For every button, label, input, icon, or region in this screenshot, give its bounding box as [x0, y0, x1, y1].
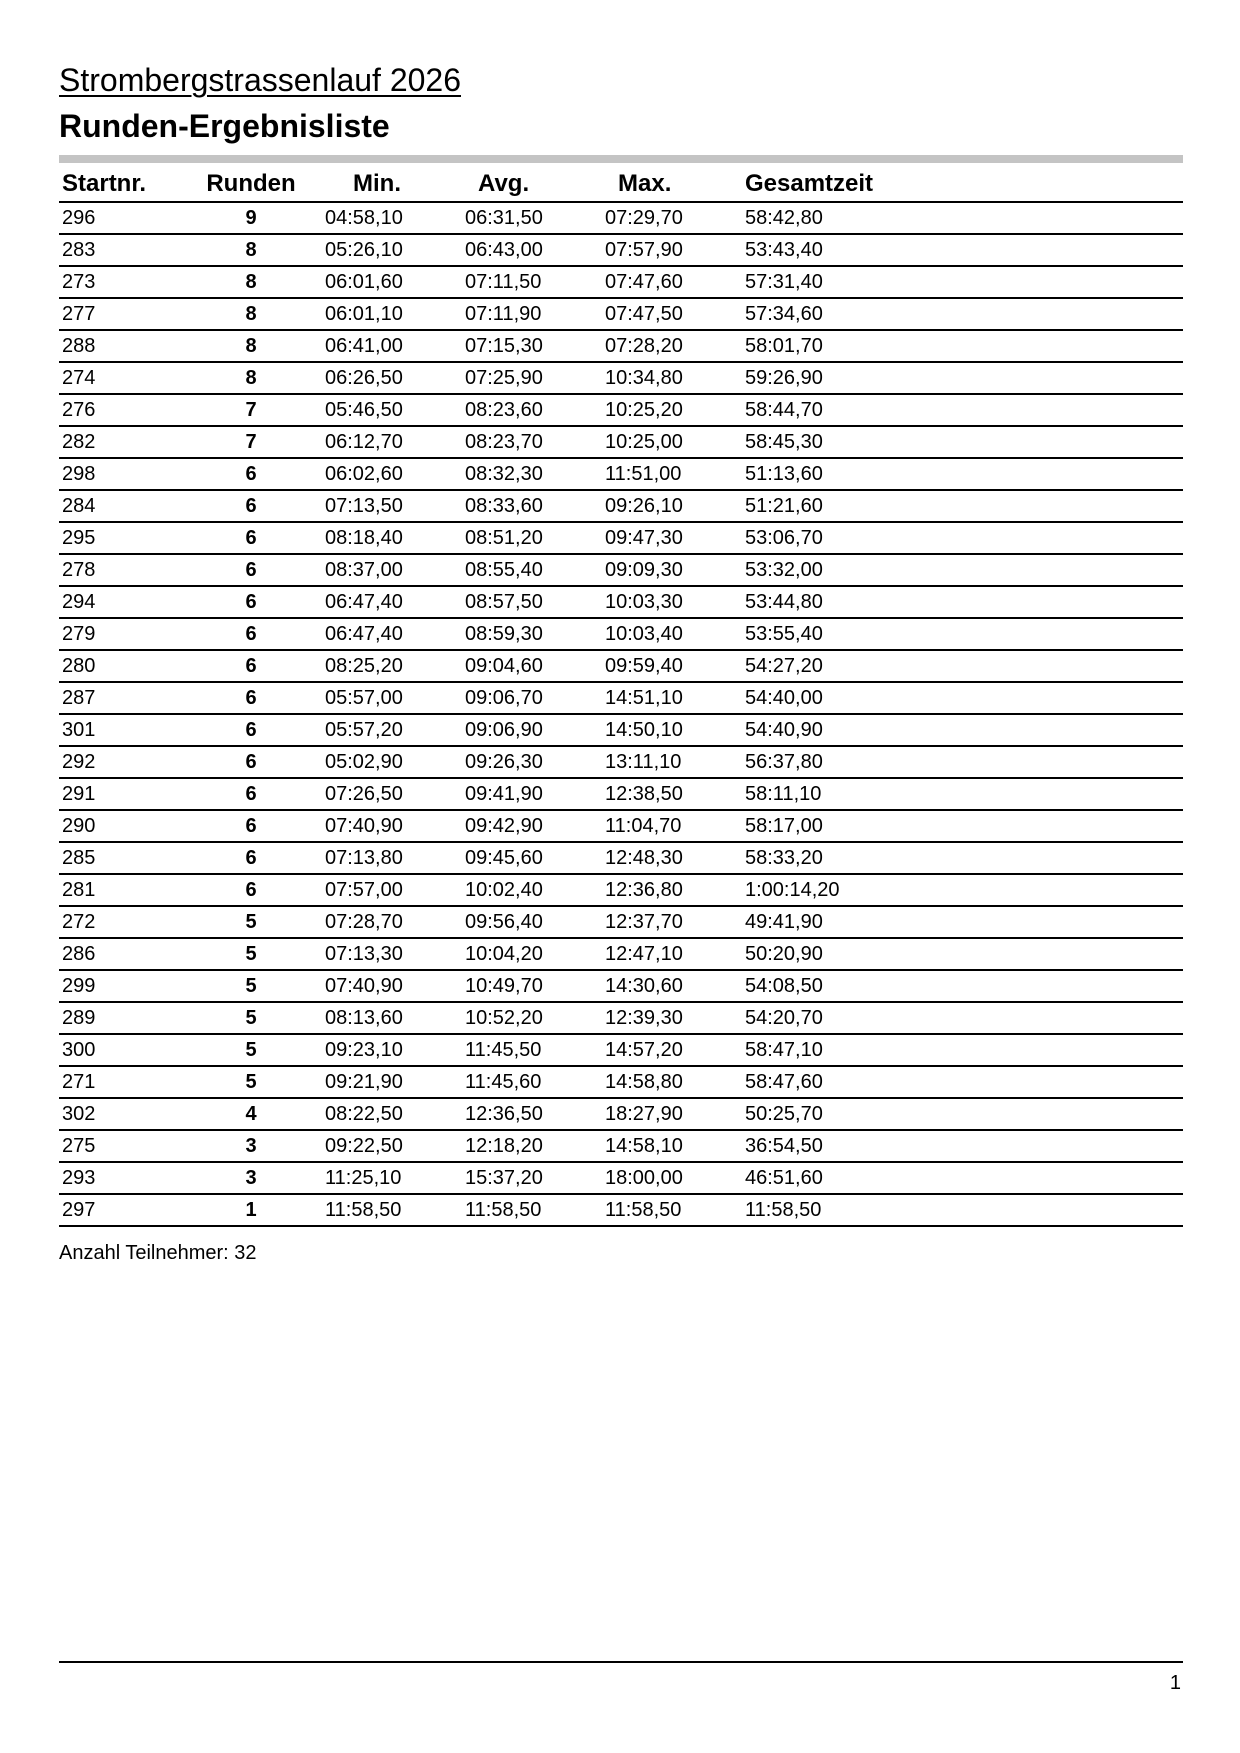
cell-startnr: 272 — [59, 906, 191, 938]
cell-runden: 6 — [191, 714, 311, 746]
cell-startnr: 289 — [59, 1002, 191, 1034]
cell-runden: 5 — [191, 938, 311, 970]
table-row — [59, 1066, 1183, 1098]
cell-spacer — [311, 1194, 325, 1226]
cell-gesamtzeit: 58:17,00 — [745, 810, 1183, 842]
cell-spacer — [311, 426, 325, 458]
cell-startnr: 273 — [59, 266, 191, 298]
cell-avg: 09:42,90 — [465, 810, 605, 842]
cell-max: 07:47,60 — [605, 266, 745, 298]
cell-startnr: 295 — [59, 522, 191, 554]
cell-max: 14:58,80 — [605, 1066, 745, 1098]
table-row — [59, 266, 1183, 298]
cell-runden: 8 — [191, 362, 311, 394]
cell-spacer — [311, 490, 325, 522]
cell-spacer — [311, 1066, 325, 1098]
cell-avg: 07:25,90 — [465, 362, 605, 394]
cell-spacer — [311, 938, 325, 970]
cell-gesamtzeit: 58:47,60 — [745, 1066, 1183, 1098]
footer-divider — [59, 1661, 1183, 1663]
cell-max: 14:30,60 — [605, 970, 745, 1002]
cell-startnr: 300 — [59, 1034, 191, 1066]
cell-max: 13:11,10 — [605, 746, 745, 778]
cell-runden: 6 — [191, 778, 311, 810]
cell-spacer — [311, 1002, 325, 1034]
table-row — [59, 938, 1183, 970]
table-row — [59, 202, 1183, 234]
cell-runden: 8 — [191, 330, 311, 362]
cell-min: 06:02,60 — [325, 458, 465, 490]
cell-avg: 08:51,20 — [465, 522, 605, 554]
table-row — [59, 1194, 1183, 1226]
table-row — [59, 810, 1183, 842]
page-number: 1 — [1169, 1672, 1181, 1694]
cell-min: 06:47,40 — [325, 586, 465, 618]
cell-spacer — [311, 1034, 325, 1066]
cell-min: 07:40,90 — [325, 810, 465, 842]
cell-avg: 10:02,40 — [465, 874, 605, 906]
column-header-startnr: Startnr. — [59, 166, 191, 202]
cell-max: 14:58,10 — [605, 1130, 745, 1162]
cell-spacer — [311, 778, 325, 810]
cell-avg: 09:41,90 — [465, 778, 605, 810]
cell-avg: 08:33,60 — [465, 490, 605, 522]
header-divider-bar — [59, 155, 1183, 163]
cell-spacer — [311, 202, 325, 234]
cell-runden: 7 — [191, 394, 311, 426]
cell-spacer — [311, 234, 325, 266]
cell-runden: 6 — [191, 810, 311, 842]
cell-min: 06:01,10 — [325, 298, 465, 330]
cell-startnr: 299 — [59, 970, 191, 1002]
cell-runden: 8 — [191, 266, 311, 298]
cell-min: 11:25,10 — [325, 1162, 465, 1194]
table-row — [59, 970, 1183, 1002]
cell-gesamtzeit: 58:11,10 — [745, 778, 1183, 810]
cell-avg: 09:06,70 — [465, 682, 605, 714]
cell-startnr: 296 — [59, 202, 191, 234]
cell-gesamtzeit: 58:47,10 — [745, 1034, 1183, 1066]
cell-startnr: 284 — [59, 490, 191, 522]
results-table — [59, 166, 1183, 1227]
cell-gesamtzeit: 54:40,90 — [745, 714, 1183, 746]
table-row — [59, 1034, 1183, 1066]
cell-min: 07:57,00 — [325, 874, 465, 906]
table-row — [59, 1162, 1183, 1194]
cell-min: 06:12,70 — [325, 426, 465, 458]
table-row — [59, 490, 1183, 522]
cell-avg: 15:37,20 — [465, 1162, 605, 1194]
cell-runden: 8 — [191, 298, 311, 330]
cell-runden: 5 — [191, 1034, 311, 1066]
list-title: Runden-Ergebnisliste — [59, 108, 390, 144]
cell-gesamtzeit: 50:25,70 — [745, 1098, 1183, 1130]
cell-startnr: 281 — [59, 874, 191, 906]
cell-avg: 06:43,00 — [465, 234, 605, 266]
cell-runden: 5 — [191, 970, 311, 1002]
cell-min: 05:46,50 — [325, 394, 465, 426]
cell-max: 07:47,50 — [605, 298, 745, 330]
cell-spacer — [311, 362, 325, 394]
table-header-row — [59, 166, 1183, 202]
cell-runden: 6 — [191, 650, 311, 682]
cell-max: 07:57,90 — [605, 234, 745, 266]
cell-spacer — [311, 330, 325, 362]
table-row — [59, 586, 1183, 618]
cell-max: 18:00,00 — [605, 1162, 745, 1194]
cell-avg: 10:04,20 — [465, 938, 605, 970]
table-row — [59, 234, 1183, 266]
cell-startnr: 271 — [59, 1066, 191, 1098]
cell-avg: 08:59,30 — [465, 618, 605, 650]
cell-gesamtzeit: 53:44,80 — [745, 586, 1183, 618]
cell-spacer — [311, 458, 325, 490]
cell-max: 14:57,20 — [605, 1034, 745, 1066]
cell-startnr: 301 — [59, 714, 191, 746]
table-row — [59, 458, 1183, 490]
cell-startnr: 297 — [59, 1194, 191, 1226]
cell-avg: 10:49,70 — [465, 970, 605, 1002]
table-row — [59, 842, 1183, 874]
cell-spacer — [311, 394, 325, 426]
cell-gesamtzeit: 1:00:14,20 — [745, 874, 1183, 906]
cell-startnr: 288 — [59, 330, 191, 362]
cell-min: 06:47,40 — [325, 618, 465, 650]
cell-gesamtzeit: 53:06,70 — [745, 522, 1183, 554]
cell-runden: 6 — [191, 842, 311, 874]
cell-spacer — [311, 650, 325, 682]
cell-gesamtzeit: 58:01,70 — [745, 330, 1183, 362]
cell-gesamtzeit: 54:27,20 — [745, 650, 1183, 682]
cell-min: 08:18,40 — [325, 522, 465, 554]
cell-min: 07:13,30 — [325, 938, 465, 970]
cell-gesamtzeit: 54:40,00 — [745, 682, 1183, 714]
cell-max: 14:51,10 — [605, 682, 745, 714]
cell-startnr: 277 — [59, 298, 191, 330]
cell-gesamtzeit: 58:42,80 — [745, 202, 1183, 234]
cell-runden: 6 — [191, 586, 311, 618]
cell-gesamtzeit: 51:21,60 — [745, 490, 1183, 522]
cell-max: 10:25,00 — [605, 426, 745, 458]
cell-startnr: 302 — [59, 1098, 191, 1130]
cell-runden: 6 — [191, 682, 311, 714]
cell-gesamtzeit: 54:08,50 — [745, 970, 1183, 1002]
cell-min: 07:13,50 — [325, 490, 465, 522]
cell-gesamtzeit: 56:37,80 — [745, 746, 1183, 778]
table-row — [59, 874, 1183, 906]
cell-runden: 5 — [191, 906, 311, 938]
table-row — [59, 746, 1183, 778]
column-spacer — [311, 166, 325, 202]
cell-min: 08:13,60 — [325, 1002, 465, 1034]
cell-min: 11:58,50 — [325, 1194, 465, 1226]
cell-startnr: 298 — [59, 458, 191, 490]
cell-avg: 08:23,70 — [465, 426, 605, 458]
cell-min: 07:13,80 — [325, 842, 465, 874]
cell-runden: 6 — [191, 458, 311, 490]
cell-startnr: 275 — [59, 1130, 191, 1162]
cell-gesamtzeit: 11:58,50 — [745, 1194, 1183, 1226]
cell-runden: 7 — [191, 426, 311, 458]
cell-spacer — [311, 266, 325, 298]
cell-avg: 07:15,30 — [465, 330, 605, 362]
cell-avg: 09:26,30 — [465, 746, 605, 778]
cell-startnr: 285 — [59, 842, 191, 874]
cell-gesamtzeit: 54:20,70 — [745, 1002, 1183, 1034]
cell-max: 09:47,30 — [605, 522, 745, 554]
cell-spacer — [311, 746, 325, 778]
cell-avg: 08:57,50 — [465, 586, 605, 618]
cell-avg: 08:32,30 — [465, 458, 605, 490]
cell-gesamtzeit: 58:33,20 — [745, 842, 1183, 874]
cell-startnr: 278 — [59, 554, 191, 586]
cell-max: 12:39,30 — [605, 1002, 745, 1034]
cell-max: 11:51,00 — [605, 458, 745, 490]
table-row — [59, 394, 1183, 426]
cell-avg: 08:23,60 — [465, 394, 605, 426]
cell-gesamtzeit: 53:32,00 — [745, 554, 1183, 586]
cell-startnr: 274 — [59, 362, 191, 394]
cell-spacer — [311, 682, 325, 714]
cell-max: 12:38,50 — [605, 778, 745, 810]
table-row — [59, 682, 1183, 714]
table-row — [59, 1002, 1183, 1034]
cell-min: 05:57,00 — [325, 682, 465, 714]
cell-min: 09:23,10 — [325, 1034, 465, 1066]
cell-runden: 6 — [191, 554, 311, 586]
cell-avg: 12:36,50 — [465, 1098, 605, 1130]
cell-avg: 11:45,50 — [465, 1034, 605, 1066]
cell-min: 07:26,50 — [325, 778, 465, 810]
cell-max: 10:03,40 — [605, 618, 745, 650]
cell-max: 09:09,30 — [605, 554, 745, 586]
cell-min: 08:22,50 — [325, 1098, 465, 1130]
cell-spacer — [311, 522, 325, 554]
cell-spacer — [311, 586, 325, 618]
cell-startnr: 286 — [59, 938, 191, 970]
cell-avg: 06:31,50 — [465, 202, 605, 234]
results-body — [59, 202, 1183, 1226]
cell-spacer — [311, 970, 325, 1002]
cell-gesamtzeit: 58:44,70 — [745, 394, 1183, 426]
cell-gesamtzeit: 57:34,60 — [745, 298, 1183, 330]
cell-gesamtzeit: 53:43,40 — [745, 234, 1183, 266]
cell-max: 07:29,70 — [605, 202, 745, 234]
column-header-avg: Avg. — [465, 166, 605, 202]
cell-min: 09:21,90 — [325, 1066, 465, 1098]
cell-runden: 1 — [191, 1194, 311, 1226]
cell-max: 12:36,80 — [605, 874, 745, 906]
cell-runden: 6 — [191, 490, 311, 522]
cell-max: 10:34,80 — [605, 362, 745, 394]
cell-min: 06:26,50 — [325, 362, 465, 394]
cell-spacer — [311, 810, 325, 842]
column-header-runden: Runden — [191, 166, 311, 202]
cell-max: 12:37,70 — [605, 906, 745, 938]
cell-runden: 4 — [191, 1098, 311, 1130]
cell-runden: 6 — [191, 746, 311, 778]
cell-min: 08:25,20 — [325, 650, 465, 682]
cell-spacer — [311, 554, 325, 586]
cell-max: 09:59,40 — [605, 650, 745, 682]
cell-spacer — [311, 1162, 325, 1194]
table-row — [59, 298, 1183, 330]
cell-min: 07:28,70 — [325, 906, 465, 938]
cell-gesamtzeit: 59:26,90 — [745, 362, 1183, 394]
cell-startnr: 283 — [59, 234, 191, 266]
column-header-min: Min. — [325, 166, 465, 202]
cell-max: 18:27,90 — [605, 1098, 745, 1130]
cell-startnr: 287 — [59, 682, 191, 714]
cell-spacer — [311, 842, 325, 874]
cell-gesamtzeit: 57:31,40 — [745, 266, 1183, 298]
table-row — [59, 650, 1183, 682]
cell-avg: 08:55,40 — [465, 554, 605, 586]
cell-min: 08:37,00 — [325, 554, 465, 586]
cell-startnr: 276 — [59, 394, 191, 426]
table-row — [59, 906, 1183, 938]
cell-avg: 09:06,90 — [465, 714, 605, 746]
cell-runden: 5 — [191, 1002, 311, 1034]
cell-max: 12:47,10 — [605, 938, 745, 970]
event-title: Strombergstrassenlauf 2026 — [59, 62, 461, 98]
cell-startnr: 279 — [59, 618, 191, 650]
cell-startnr: 292 — [59, 746, 191, 778]
participant-count: Anzahl Teilnehmer: 32 — [59, 1242, 257, 1264]
cell-max: 11:04,70 — [605, 810, 745, 842]
cell-runden: 5 — [191, 1066, 311, 1098]
cell-min: 06:01,60 — [325, 266, 465, 298]
cell-gesamtzeit: 36:54,50 — [745, 1130, 1183, 1162]
cell-startnr: 291 — [59, 778, 191, 810]
table-row — [59, 618, 1183, 650]
cell-runden: 3 — [191, 1130, 311, 1162]
cell-spacer — [311, 618, 325, 650]
cell-avg: 09:04,60 — [465, 650, 605, 682]
cell-spacer — [311, 1130, 325, 1162]
cell-max: 12:48,30 — [605, 842, 745, 874]
table-row — [59, 714, 1183, 746]
cell-runden: 9 — [191, 202, 311, 234]
cell-min: 04:58,10 — [325, 202, 465, 234]
cell-avg: 12:18,20 — [465, 1130, 605, 1162]
cell-min: 05:26,10 — [325, 234, 465, 266]
cell-avg: 10:52,20 — [465, 1002, 605, 1034]
cell-startnr: 293 — [59, 1162, 191, 1194]
cell-min: 07:40,90 — [325, 970, 465, 1002]
column-header-max: Max. — [605, 166, 745, 202]
cell-runden: 6 — [191, 874, 311, 906]
table-row — [59, 554, 1183, 586]
table-row — [59, 778, 1183, 810]
cell-avg: 09:45,60 — [465, 842, 605, 874]
table-row — [59, 362, 1183, 394]
cell-gesamtzeit: 46:51,60 — [745, 1162, 1183, 1194]
cell-gesamtzeit: 53:55,40 — [745, 618, 1183, 650]
table-row — [59, 522, 1183, 554]
cell-avg: 09:56,40 — [465, 906, 605, 938]
cell-min: 09:22,50 — [325, 1130, 465, 1162]
cell-max: 11:58,50 — [605, 1194, 745, 1226]
cell-max: 14:50,10 — [605, 714, 745, 746]
cell-spacer — [311, 1098, 325, 1130]
cell-spacer — [311, 298, 325, 330]
cell-runden: 3 — [191, 1162, 311, 1194]
cell-startnr: 282 — [59, 426, 191, 458]
cell-spacer — [311, 874, 325, 906]
cell-gesamtzeit: 58:45,30 — [745, 426, 1183, 458]
cell-gesamtzeit: 50:20,90 — [745, 938, 1183, 970]
cell-max: 09:26,10 — [605, 490, 745, 522]
table-row — [59, 1130, 1183, 1162]
cell-avg: 07:11,90 — [465, 298, 605, 330]
cell-runden: 8 — [191, 234, 311, 266]
cell-gesamtzeit: 49:41,90 — [745, 906, 1183, 938]
cell-gesamtzeit: 51:13,60 — [745, 458, 1183, 490]
cell-startnr: 294 — [59, 586, 191, 618]
cell-avg: 07:11,50 — [465, 266, 605, 298]
cell-max: 07:28,20 — [605, 330, 745, 362]
cell-avg: 11:58,50 — [465, 1194, 605, 1226]
cell-max: 10:25,20 — [605, 394, 745, 426]
cell-spacer — [311, 906, 325, 938]
cell-max: 10:03,30 — [605, 586, 745, 618]
cell-min: 06:41,00 — [325, 330, 465, 362]
cell-runden: 6 — [191, 522, 311, 554]
cell-min: 05:02,90 — [325, 746, 465, 778]
column-header-gesamtzeit: Gesamtzeit — [745, 166, 1183, 202]
cell-avg: 11:45,60 — [465, 1066, 605, 1098]
cell-runden: 6 — [191, 618, 311, 650]
table-row — [59, 426, 1183, 458]
cell-startnr: 290 — [59, 810, 191, 842]
cell-startnr: 280 — [59, 650, 191, 682]
cell-min: 05:57,20 — [325, 714, 465, 746]
table-row — [59, 330, 1183, 362]
cell-spacer — [311, 714, 325, 746]
table-row — [59, 1098, 1183, 1130]
